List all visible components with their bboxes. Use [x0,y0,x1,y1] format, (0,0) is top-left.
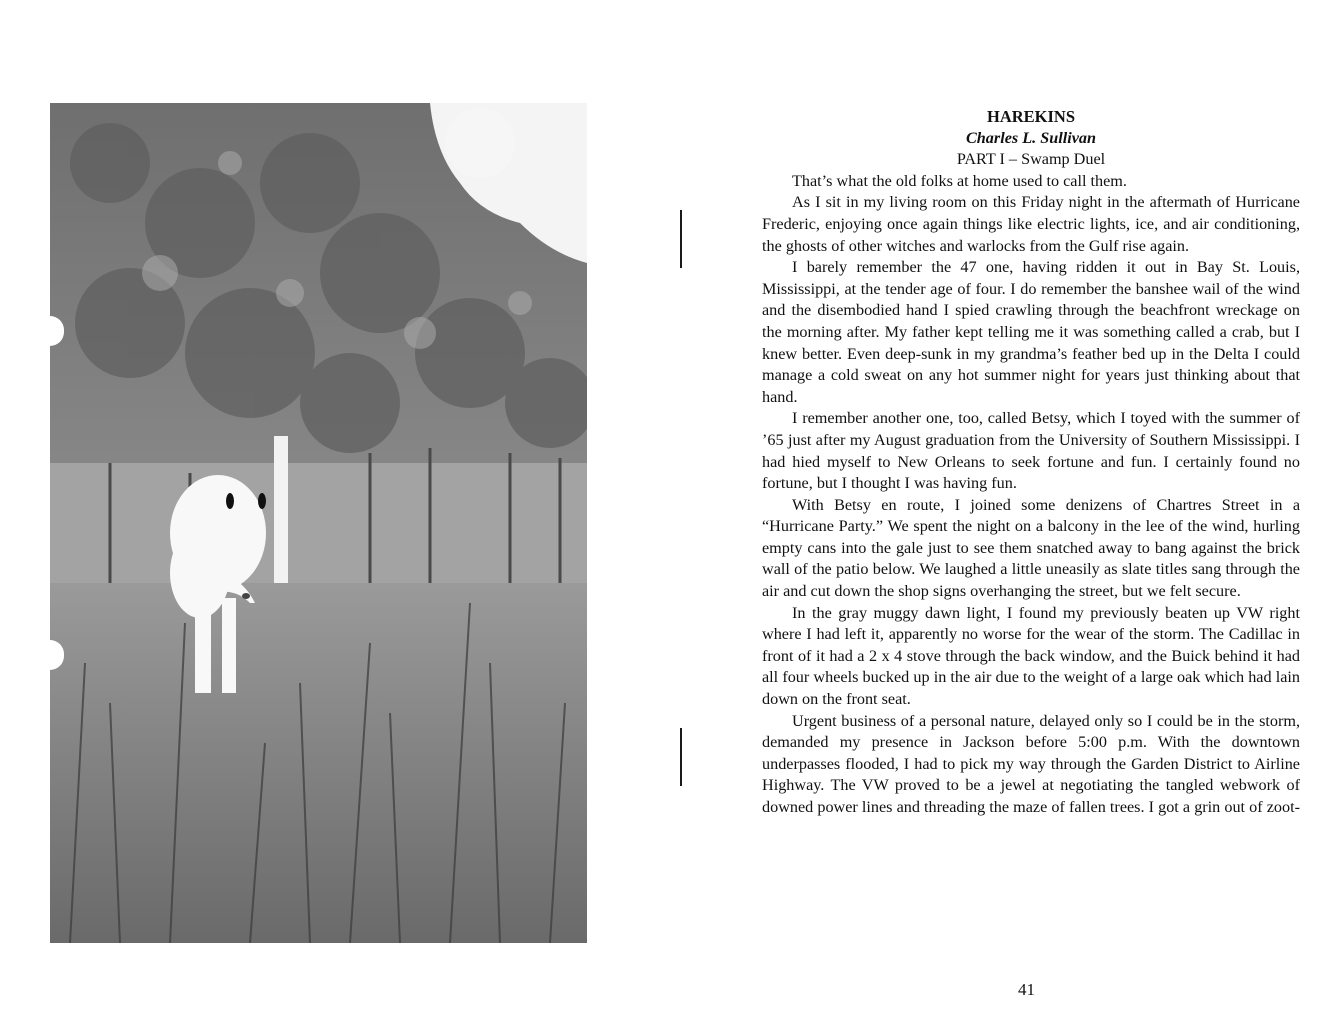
paragraph: In the gray muggy dawn light, I found my previously beaten up VW right where I had left it, apparently no worse for the wear of the storm. The Cadillac in front of it had a 2 x 4 stove through the back window, and the Buick behind it had all four wheels bucked up in the air due to the weight of a large oak which had lain down on the front seat. [762,603,1300,709]
paragraph: I barely remember the 47 one, having ridden it out in Bay St. Louis, Mississippi, at the tender age of four. I do remember the banshee wail of the wind and the disembodied hand I spied crawling through the beachfront wreckage on the morning after. My father kept telling me it was something called a crab, but I knew better. Even deep-sunk in my grandma’s feather bed up in the Delta I could manage a cold sweat on any hot summer night for years just thinking about that hand. [762,258,1300,406]
paragraph: Urgent business of a personal nature, delayed only so I could be in the storm, demanded my presence in Jackson before 5:00 p.m. With the downtown underpasses flooded, I had to pick my way through the Garden District to Airline Highway. The VW proved to be a jewel at negotiating the tangled webwork of downed power lines and threading the maze of fallen trees. I got a grin out of zoot- [762,711,1300,816]
gutter-mark [680,210,682,268]
page-number: 41 [1018,980,1035,999]
paragraph: As I sit in my living room on this Friday night in the aftermath of Hurricane Frederic, enjoying once again things like electric lights, ice, and air conditioning, the ghosts of other witches and warlocks from the Gulf rise again. [762,193,1300,255]
story-title: HAREKINS [986,107,1076,126]
story-author: Charles L. Sullivan [966,128,1096,147]
paragraph: With Betsy en route, I joined some denizens of Chartres Street in a “Hurricane Party.” We spent the night on a balcony in the lee of the wind, hurling empty cans into the gale just to see them snatched away to bang against the brick wall of the patio below. We laughed a little uneasily as slate titles sang through the air and cut down the shop signs overhanging the street, but we felt secure. [762,495,1300,601]
paragraph: That’s what the old folks at home used to call them. [792,171,1127,190]
paragraph: I remember another one, too, called Betsy, which I toyed with the summer of ’65 just after my August graduation from the University of Southern Mississippi. I had hied myself to New Orleans to seek fortune and fun. I certainly found no fortune, but I thought I was having fun. [762,409,1300,493]
gutter-mark [680,728,682,786]
story-text-column [762,106,1300,819]
photo-illustration [50,103,587,943]
photograph-dog-in-field [50,103,587,943]
story-part-heading: PART I – Swamp Duel [956,150,1106,169]
